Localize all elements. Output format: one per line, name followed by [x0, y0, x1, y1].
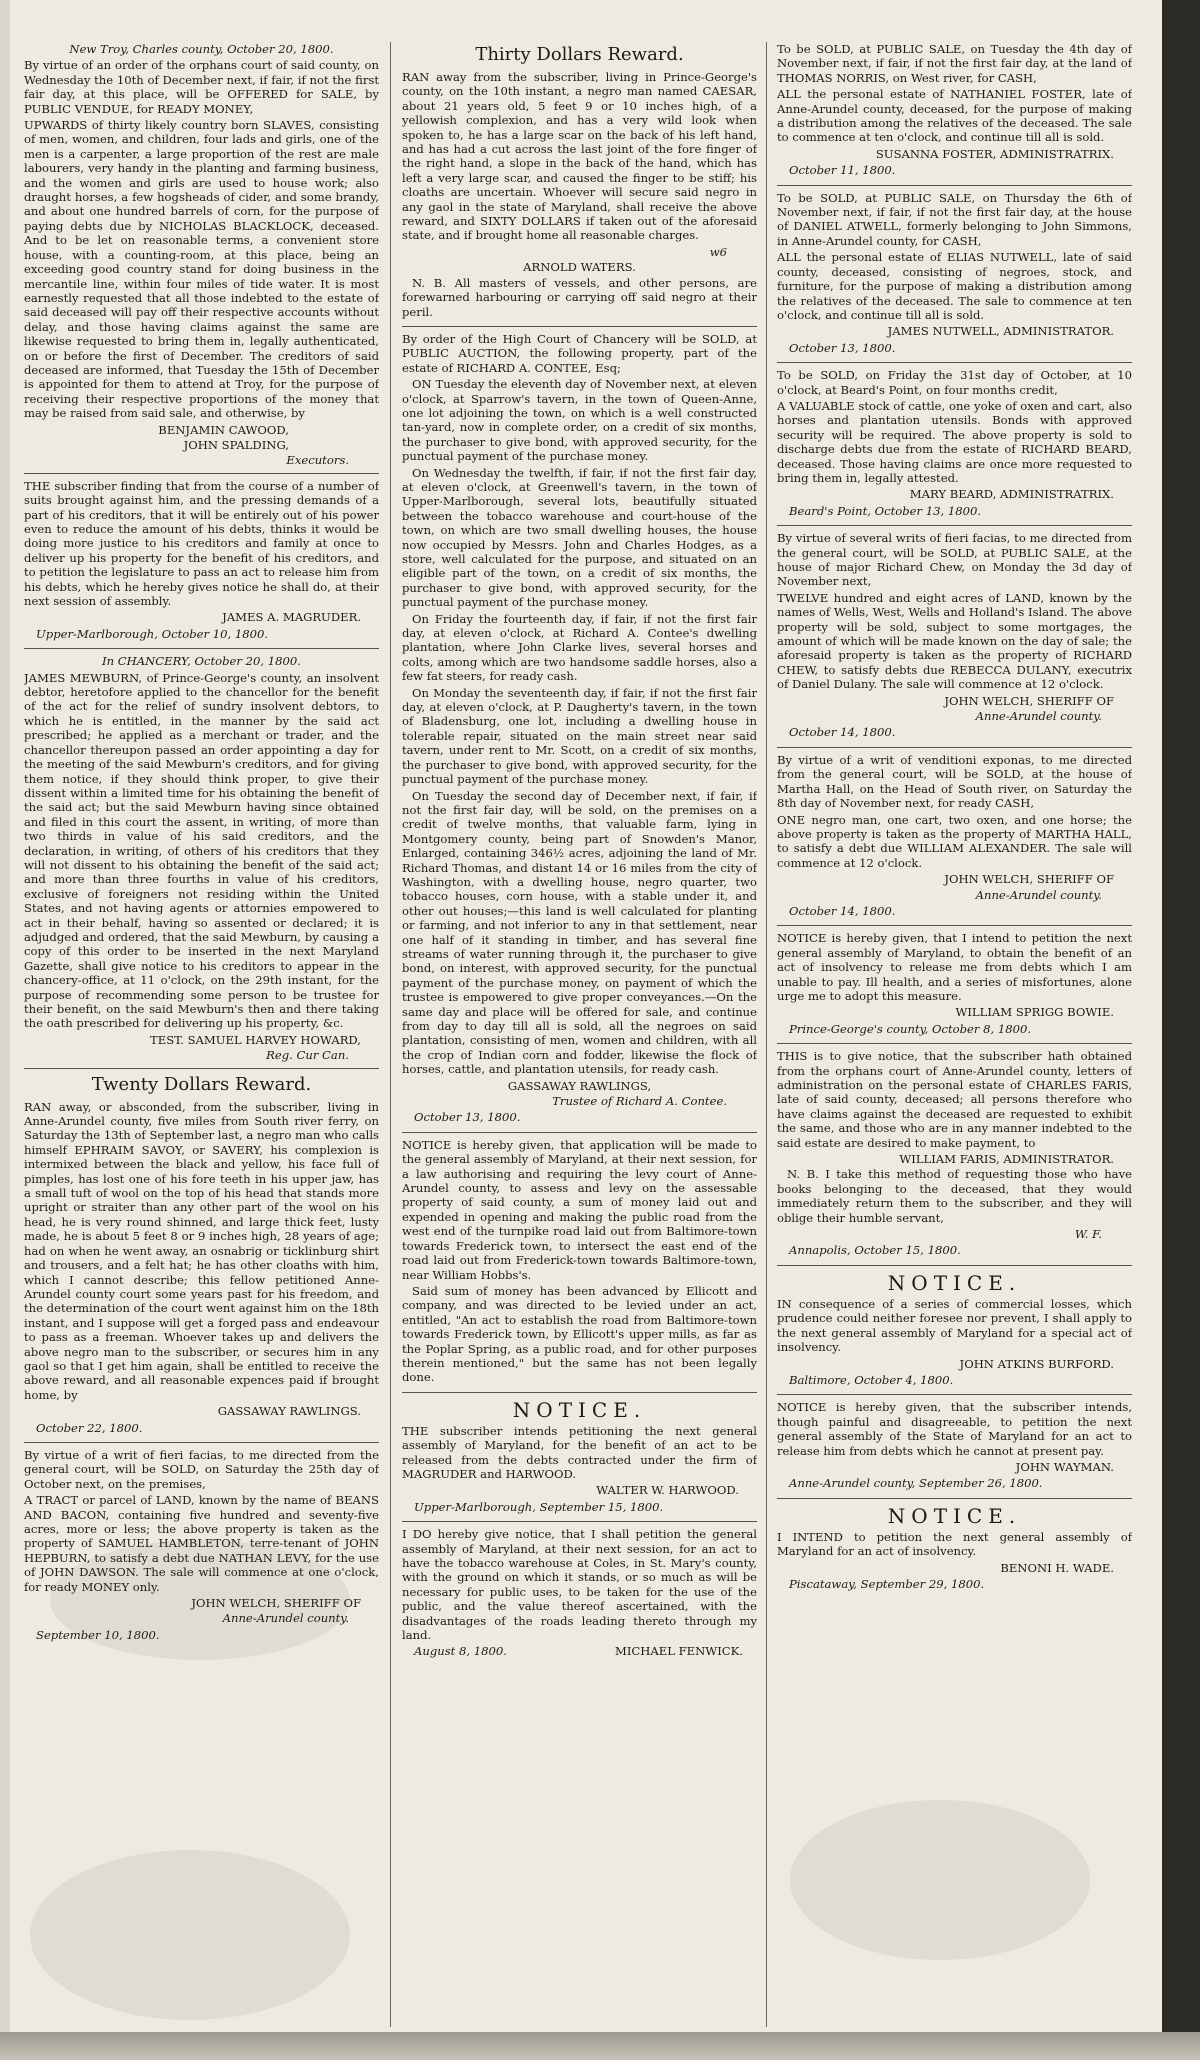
ad-date: October 22, 1800. — [36, 1420, 143, 1435]
ad-date: Prince-George's county, October 8, 1800. — [789, 1021, 1032, 1036]
signer: JAMES A. MAGRUDER. — [222, 610, 361, 625]
column-left — [24, 42, 379, 2032]
ad-headline: Twenty Dollars Reward. — [91, 1073, 312, 1095]
signer: WALTER W. HARWOOD. — [596, 1483, 739, 1498]
signer: MARY BEARD, ADMINISTRATRIX. — [909, 487, 1114, 502]
page-edge-shadow — [1162, 0, 1200, 2060]
signer-role: Reg. Cur Can. — [266, 1048, 349, 1063]
ink-smudge — [50, 1540, 350, 1660]
ad-magruder-notice — [24, 479, 379, 649]
ad-body: THE subscriber finding that from the course of a number of suits brought against him, and the pressing demands of a part of his creditors, that it will be entirely out of his power even to reduce the amount of his debts, thinks it would be doing more justice to his creditors and family at once to deliver up his property for the benefit of his creditors, and to petition the legislature to pass an act to release him from his debts, which he hereby gives notice he shall do, at their next session of assembly. — [24, 478, 379, 609]
signer: JOHN ATKINS BURFORD. — [959, 1356, 1114, 1371]
ad-date: Anne-Arundel county, September 26, 1800. — [789, 1476, 1043, 1491]
ad-intro: By virtue of a writ of venditioni exponas, to me directed from the general court, will be SOLD, at the house of Martha Hall, on the Head of South river, on Saturday the 8th day of November next, for ready CASH, — [777, 752, 1132, 811]
ad-date: October 13, 1800. — [789, 340, 896, 355]
ad-dateline: New Troy, Charles county, October 20, 1800. — [69, 42, 334, 56]
ad-body: TWELVE hundred and eight acres of LAND, known by the names of Wells, West, Wells and Holland's Island. The above property will be sold, subject to some mortgages, the amount of which will be made known on the day of sale; the aforesaid property is taken as the property of RICHARD CHEW, to satisfy debts due REBECCA DULANY, executrix of Daniel Dulany. The sale will commence at 12 o'clock. — [777, 590, 1132, 692]
ad-headline: Thirty Dollars Reward. — [475, 44, 684, 65]
ad-para: On Tuesday the second day of December next, if fair, if not the first fair day, will be sold, on the premises on a credit of twelve months, that valuable farm, lying in Montgomery county, being part of Snowden's Manor, Enlarged, containing 346½ acres, adjoining the land of Mr. Richard Thomas, and distant 14 or 16 miles from the city of Washington, with a dwelling house, negro quarter, two tobacco houses, corn house, with a stable under it, and other out houses;—this land is well calculated for planting or farming, and not inferior to any in that settlement, near one half of it standing in timber, and has several fine streams of water running through it, the purchaser to give bond, on interest, with approved security, for the punctual payment of the purchase money, on payment of which the trustee is empowered to give proper conveyances.—On the same day and place will be offered for sale, and continue from day to day till all is sold, all the negroes on said plantation, consisting of men, women and children, with all the crop of Indian corn and fodder, likewise the flock of horses, cattle, and plantation utensils, for ready cash. — [402, 788, 757, 1077]
ad-intro: By virtue of a writ of fieri facias, to me directed from the general court, will be SOLD, on Saturday the 25th day of October next, on the premises, — [24, 1447, 379, 1491]
test-label: TEST. — [150, 1032, 184, 1047]
signer-2: JOHN SPALDING, — [183, 437, 289, 452]
signer-role: Anne-Arundel county. — [975, 709, 1102, 724]
notice-heading: NOTICE. — [887, 1270, 1022, 1295]
ad-intro: By order of the High Court of Chancery will be SOLD, at PUBLIC AUCTION, the following property, part of the estate of RICHARD A. CONTEE, Esq; — [402, 331, 757, 375]
ad-date: Beard's Point, October 13, 1800. — [789, 503, 982, 518]
ad-body: THE subscriber intends petitioning the next general assembly of Maryland, for the benefit of an act to be released from the debts contracted under the firm of MAGRUDER and HARWOOD. — [402, 1423, 757, 1481]
ad-para: On Monday the seventeenth day, if fair, if not the first fair day, at eleven o'clock, at P. Daugherty's tavern, in the town of Bladensburg, one lot, including a dwelling house in tolerable repair, situated on the main street near said tavern, under rent to Mr. Scott, on a credit of six months, the purchaser to give bond, with approved security, for the punctual payment of the purchase money. — [402, 685, 757, 787]
ad-para: ON Tuesday the eleventh day of November next, at eleven o'clock, at Sparrow's tavern, in the town of Queen-Anne, one lot adjoining the town, on which is a well constructed tan-yard, now in complete order, on a credit of six months, the purchaser to give bond, with approved security, for the punctual payment of the purchase money. — [402, 377, 757, 464]
ad-date: Annapolis, October 15, 1800. — [789, 1243, 961, 1258]
ad-body: ONE negro man, one cart, two oxen, and one horse; the above property is taken as the property of MARTHA HALL, to satisfy a debt due WILLIAM ALEXANDER. The sale will commence at 12 o'clock. — [777, 812, 1132, 870]
ad-date: August 8, 1800. — [414, 1644, 507, 1659]
newspaper-page — [10, 0, 1162, 2060]
signer: ARNOLD WATERS. — [523, 260, 636, 275]
signer-role: Executors. — [286, 453, 349, 468]
ad-date: Upper-Marlborough, October 10, 1800. — [36, 626, 269, 641]
ad-para: On Friday the fourteenth day, if fair, if not the first fair day, at eleven o'clock, at Richard A. Contee's dwelling plantation, where John Clarke lives, several horses and colts, among which are two handsome saddle horses, also a few fat steers, for ready cash. — [402, 611, 757, 684]
signer: SUSANNA FOSTER, ADMINISTRATRIX. — [875, 146, 1114, 161]
ad-date: October 14, 1800. — [789, 903, 896, 918]
signer: GASSAWAY RAWLINGS, — [507, 1078, 652, 1093]
ad-intro: To be SOLD, at PUBLIC SALE, on Thursday the 6th of November next, if fair, if not the first fair day, at the house of DANIEL ATWELL, formerly belonging to John Simmons, in Anne-Arundel county, for CASH, — [777, 190, 1132, 248]
ad-wayman-notice — [777, 1400, 1132, 1498]
ad-beard-sale — [777, 368, 1132, 526]
signer: JOHN WAYMAN. — [1015, 1459, 1114, 1474]
ad-chancery — [24, 654, 379, 1068]
ad-body: JAMES MEWBURN, of Prince-George's county, an insolvent debtor, heretofore applied to the chancellor for the benefit of the act for the relief of sundry insolvent debtors, to which he is entitled, in the manner by the said act prescribed; he applied as a merchant or trader, and the chancellor thereupon passed an order appointing a day for the meeting of the said Mewburn's creditors, and for giving them notice, if they should think proper, to give their dissent within a limited time for his obtaining the benefit of the said act; but the said Mewburn having since obtained and filed in this court the assent, in writing, of more than two thirds in value of his said creditors, and the declaration, in writing, of others of his creditors that they will not dissent to his obtaining the benefit of the said act; and more than three fourths in value of his creditors, exclusive of foreigners not residing within the United States, and not having agents or attornies empowered to act in their behalf, having so assented or declared; it is adjudged and ordered, that the said Mewburn, by causing a copy of this order to be inserted in the next Maryland Gazette, shall give notice to his creditors to appear in the chancery-office, at 11 o'clock, on the 29th instant, for the purpose of recommending some person to be trustee for their benefit, on the said Mewburn's then and there taking the oath prescribed for delivering up his property, &c. — [24, 670, 379, 1031]
ad-levy-court — [402, 1138, 757, 1393]
ad-body: NOTICE is hereby given, that application will be made to the general assembly of Maryland, at their next session, for a law authorising and requiring the levy court of Anne-Arundel county, to assess and levy on the assessable property of said county, a sum of money laid out and expended in opening and making the public road from the west end of the turnpike road laid out from Baltimore-town towards Frederick town, to intersect the east end of the road laid out from Frederick-town towards Baltimore-town, near William Hobbs's. — [402, 1137, 757, 1282]
column-right — [777, 42, 1132, 2032]
ink-smudge — [790, 1800, 1090, 1960]
signer: JOHN WELCH, SHERIFF OF — [191, 1596, 361, 1611]
notice-heading: NOTICE. — [512, 1397, 647, 1422]
ad-intro: By virtue of an order of the orphans court of said county, on Wednesday the 10th of December next, if fair, if not the first fair day, at this place, will be OFFERED for SALE, by PUBLIC VENDUE, for READY MONEY, — [24, 58, 379, 116]
ad-body: ALL the personal estate of NATHANIEL FOSTER, late of Anne-Arundel county, deceased, for the purpose of making a distribution among the relatives of the deceased. The sale to commence at ten o'clock, and continue till all is sold. — [777, 87, 1132, 145]
ad-body: NOTICE is hereby given, that I intend to petition the next general assembly of Maryland, to obtain the benefit of an act of insolvency to release me from debts which I am unable to pay. Ill health, and a series of misfortunes, alone urge me to adopt this measure. — [777, 931, 1132, 1003]
ad-wade-notice — [777, 1504, 1132, 1599]
signer-1: BENJAMIN CAWOOD, — [158, 422, 289, 437]
ad-body: ALL the personal estate of ELIAS NUTWELL, late of said county, deceased, consisting of negroes, stock, and furniture, for the purpose of making a distribution among the relatives of the deceased. The sale to commence at ten o'clock, and continue till all is sold. — [777, 250, 1132, 322]
notice-heading: NOTICE. — [887, 1503, 1022, 1528]
signer: JOHN WELCH, SHERIFF OF — [944, 872, 1114, 887]
ad-bowie-notice — [777, 931, 1132, 1044]
ad-twenty-dollars — [24, 1074, 379, 1443]
ad-date: Piscataway, September 29, 1800. — [789, 1576, 985, 1591]
ad-burford-notice — [777, 1271, 1132, 1395]
ad-body: NOTICE is hereby given, that the subscriber intends, though painful and disagreeable, to petition the next general assembly of the State of Maryland for an act to release him from debts which he cannot at present pay. — [777, 1400, 1132, 1458]
ad-hall-sale — [777, 753, 1132, 926]
signer-initials: W. F. — [1074, 1227, 1102, 1242]
signer: WILLIAM SPRIGG BOWIE. — [955, 1005, 1114, 1020]
signer: GASSAWAY RAWLINGS. — [217, 1404, 361, 1419]
signer-role: Trustee of Richard A. Contee. — [552, 1094, 727, 1109]
ad-body: I INTEND to petition the next general assembly of Maryland for an act of insolvency. — [777, 1529, 1132, 1559]
ad-cawood-sale — [24, 42, 379, 474]
ad-body: THIS is to give notice, that the subscriber hath obtained from the orphans court of Anne-Arundel county, letters of administration on the personal estate of CHARLES FARIS, late of said county, deceased; all persons therefore who have claims against the deceased are requested to exhibit the same, and those who are in any manner indebted to the said estate are desired to make payment, to — [777, 1049, 1132, 1150]
ad-date: October 11, 1800. — [789, 163, 896, 178]
ad-nb: N. B. I take this method of requesting those who have books belonging to the deceased, that they would immediately return them to the subscriber, and they will oblige their humble servant, — [777, 1167, 1132, 1225]
signer-role: Anne-Arundel county. — [222, 1611, 349, 1626]
column-middle — [402, 42, 757, 2032]
ad-body: RAN away from the subscriber, living in Prince-George's county, on the 10th instant, a negro man named CAESAR, about 21 years old, 5 feet 9 or 10 inches high, of a yellowish complexion, and has a very wild look when spoken to, he has a large scar on the back of his left hand, and has had a cut across the last joint of the fore finger of the right hand, a slope in the back of the hand, which has left a very large scar, and caused the finger to be stiff; his cloaths are uncertain. Whoever will secure said negro in any gaol in the state of Maryland, shall receive the above reward, and SIXTY DOLLARS if taken out of the aforesaid state, and if brought home all reasonable charges. — [402, 70, 757, 243]
ad-body: IN consequence of a series of commercial losses, which prudence could neither foresee nor prevent, I shall apply to the next general assembly of Maryland for a special act of insolvency. — [777, 1296, 1132, 1355]
ad-date: October 14, 1800. — [789, 725, 896, 740]
ad-nutwell-sale — [777, 191, 1132, 363]
ad-nb: N. B. All masters of vessels, and other persons, are forewarned harbouring or carrying off said negro at their peril. — [402, 275, 757, 319]
ad-mark: w6 — [709, 244, 727, 259]
signer — [24, 1033, 379, 1047]
ad-date: September 10, 1800. — [36, 1627, 160, 1642]
ad-body: A VALUABLE stock of cattle, one yoke of oxen and cart, also horses and plantation utensils. Bonds with approved security will be required. The above property is sold to discharge debts due from the estate of RICHARD BEARD, deceased. Those having claims are once more requested to bring them in, legally attested. — [777, 398, 1132, 485]
ad-date: October 13, 1800. — [414, 1110, 521, 1125]
ad-date: Upper-Marlborough, September 15, 1800. — [414, 1499, 664, 1514]
signer: JOHN WELCH, SHERIFF OF — [944, 693, 1114, 708]
page-bottom-edge — [0, 2032, 1200, 2060]
ad-para: Said sum of money has been advanced by Ellicott and company, and was directed to be levied under an act, entitled, "An act to establish the road from Baltimore-town towards Frederick town, by Ellicott's upper mills, as far as the Poplar Spring, as a public road, and for other purposes therein mentioned," but the same has not been legally done. — [402, 1283, 757, 1385]
column-rule — [390, 42, 391, 2027]
signer: MICHAEL FENWICK. — [614, 1644, 743, 1659]
signer: WILLIAM FARIS, ADMINISTRATOR. — [899, 1152, 1114, 1167]
signer-role: Anne-Arundel county. — [975, 887, 1102, 902]
ad-faris-notice — [777, 1049, 1132, 1266]
ad-foster-sale — [777, 42, 1132, 186]
signer: BENONI H. WADE. — [1000, 1560, 1114, 1575]
ad-contee-auction — [402, 332, 757, 1133]
ad-date: Baltimore, October 4, 1800. — [789, 1372, 954, 1387]
signer: JAMES NUTWELL, ADMINISTRATOR. — [887, 324, 1114, 339]
ad-body: A TRACT or parcel of LAND, known by the name of BEANS AND BACON, containing five hundred and seventy-five acres, more or less; the above property is taken as the property of SAMUEL HAMBLETON, terre-tenant of JOHN HEPBURN, to satisfy a debt due NATHAN LEVY, for the use of JOHN DAWSON. The sale will commence at one o'clock, for ready MONEY only. — [24, 1493, 379, 1594]
ink-smudge — [30, 1850, 350, 2020]
ad-dateline: In CHANCERY, October 20, 1800. — [102, 654, 301, 669]
ad-footer — [402, 1644, 757, 1658]
ad-body: RAN away, or absconded, from the subscriber, living in Anne-Arundel county, five miles from South river ferry, on Saturday the 13th of September last, a negro man who calls himself EPHRAIM SAVOY, or SAVERY, his complexion is intermixed between the black and yellow, his face full of pimples, has lost one of his fore teeth in his upper jaw, has a small tuft of wool on the top of his head that stands more upright or straiter than any other part of the wool on his head, he is very round shinned, and large thick feet, lusty made, he is about 5 feet 8 or 9 inches high, 28 years of age; had on when he went away, an osnabrig or ticklinburg shirt and trousers, and a felt hat; he has other cloaths with him, which I cannot describe; this fellow petitioned Anne-Arundel county court some years past for his freedom, and the determination of the court went against him on the 18th instant, and I suppose will get a forged pass and endeavour to pass as a freeman. Whoever takes up and delivers the above negro man to the subscriber, or secures him in any gaol so that I get him again, shall be entitled to receive the above reward, and all reasonable expences paid if brought home, by — [24, 1099, 379, 1402]
ad-body: UPWARDS of thirty likely country born SLAVES, consisting of men, women, and children, four lads and girls, one of the men is a carpenter, a large proportion of the rest are male labourers, very handy in the planting and farming business, and the women and girls are used to house work; also draught horses, a few hogsheads of cider, and some brandy, and about one hundred barrels of corn, for the purpose of paying debts due by NICHOLAS BLACKLOCK, deceased. And to be let on reasonable terms, a convenient store house, with a counting-room, at this place, being an exceeding good country stand for doing business in the mercantile line, within four miles of tide water. It is most earnestly requested that all those indebted to the estate of said deceased will pay off their respective accounts without delay, and those having claims against the same are likewise requested to bring them in, legally authenticated, on or before the first of December. The creditors of said deceased are informed, that Tuesday the 15th of December is appointed for them to attend at Troy, for the purpose of receiving their respective proportions of the money that may be raised from said sale, and otherwise, by — [24, 118, 379, 421]
ad-fenwick — [402, 1527, 757, 1664]
ad-body: I DO hereby give notice, that I shall petition the general assembly of Maryland, at their next session, for an act to have the tobacco warehouse at Coles, in St. Mary's county, with the ground on which it stands, or so much as will be necessary for public uses, to be taken for the use of the public, and the value thereof ascertained, with the disadvantages of the roads leading thereto through my land. — [402, 1527, 757, 1643]
ad-chew-land — [777, 531, 1132, 748]
signer-name: SAMUEL HARVEY HOWARD, — [187, 1032, 361, 1047]
ad-intro: To be SOLD, on Friday the 31st day of October, at 10 o'clock, at Beard's Point, on four months credit, — [777, 368, 1132, 397]
ad-thirty-dollars — [402, 44, 757, 327]
ad-intro: To be SOLD, at PUBLIC SALE, on Tuesday the 4th day of November next, if fair, if not the first fair day, at the land of THOMAS NORRIS, on West river, for CASH, — [777, 42, 1132, 85]
ad-para: On Wednesday the twelfth, if fair, if not the first fair day, at eleven o'clock, at Greenwell's tavern, in the town of Upper-Marlborough, several lots, beautifully situated between the tobacco warehouse and court-house of the town, on which are two small dwelling houses, the house now occupied by Messrs. John and Charles Hodges, as a store, well calculated for the purpose, and situated on an eligible part of the town, on a credit of six months, the purchaser to give bond, with approved security, for the punctual payment of the purchase money. — [402, 465, 757, 610]
ad-intro: By virtue of several writs of fieri facias, to me directed from the general court, will be SOLD, at PUBLIC SALE, at the house of major Richard Chew, on Monday the 3d day of November next, — [777, 531, 1132, 589]
ad-harwood — [402, 1398, 757, 1522]
column-rule — [766, 42, 767, 2027]
